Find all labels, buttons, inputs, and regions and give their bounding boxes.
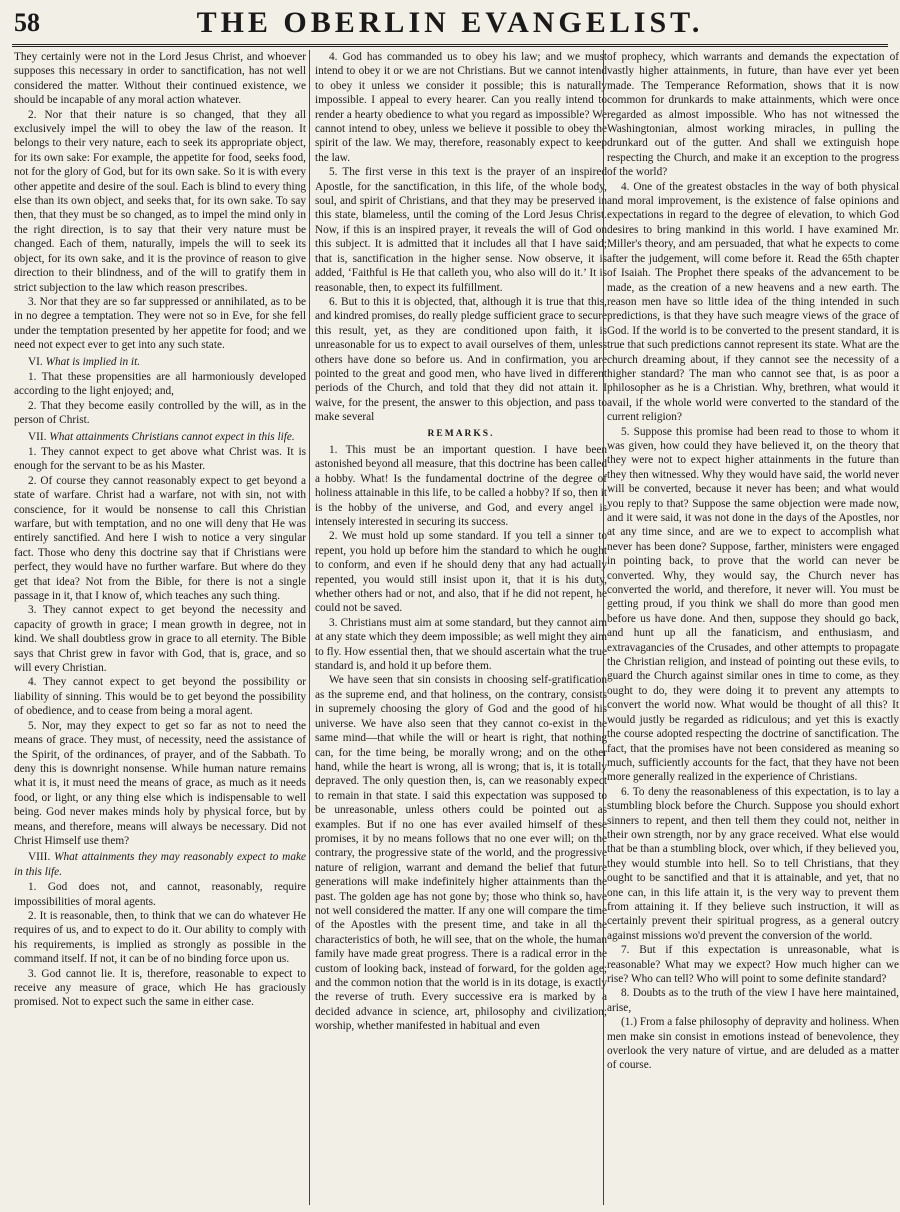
paragraph: 1. They cannot expect to get above what Christ was. It is enough for the servant to be as his Master. <box>14 445 306 473</box>
column-3 <box>607 50 899 1205</box>
paragraph: 4. They cannot expect to get beyond the possibility or liability of sinning. This would be to get beyond the possibility of obedience, and to cease from being a moral agent. <box>14 676 306 718</box>
section-heading <box>14 355 306 369</box>
paragraph: 8. Doubts as to the truth of the view I have here maintained, arise, <box>607 987 899 1014</box>
paragraph: 2. That they become easily controlled by the will, as in the person of Christ. <box>14 399 306 427</box>
column-divider <box>603 50 604 1205</box>
paragraph: of prophecy, which warrants and demands the expectation of vastly higher attainments, in future, than have ever yet been made. The Temperance Reformation, shows that it is now common for drunkards to make attainments, which were once regarded as almost impossible. Who has not witnessed the Washingtonian, almost working miracles, in pulling the drunkard out of the gutter. And shall we extinguish hope respecting the Church, and make it an exception to the progress of the world? <box>607 51 899 179</box>
paragraph: 3. They cannot expect to get beyond the necessity and capacity of growth in grace; I mean growth in degree, not in kind. We shall doubtless grow in grace to all eternity. The Bible says that Christ grew in favor with God, that is, grace, and so will every Christian. <box>14 604 306 675</box>
column-1 <box>14 50 306 1205</box>
paragraph: 3. God cannot lie. It is, therefore, reasonable to expect to receive any measure of grace, which He has graciously promised. Not to expect such the same in either case. <box>14 967 306 1009</box>
paragraph: 3. Christians must aim at some standard, but they cannot aim at any state which they deem impossible; as well might they aim to fly. How essential then, that we should ascertain what the true standard is, and hold it up before them. <box>315 616 607 673</box>
remarks-heading: REMARKS. <box>427 428 495 439</box>
paragraph: 2. Of course they cannot reasonably expect to get beyond a state of warfare. Christ had a warfare, not with sin, not with conscience, for it would be nonsense to call this Christian warfare, but with temptation, and no one will deny that He was entirely sanctified. And here I wish to notice a very singular fact. Those who deny this doctrine say that if Christians were perfect, they would have no further warfare. But where do they get that idea? Not from the Bible, for there is not a single passage in it, that I know of, which teaches any such thing. <box>14 474 306 603</box>
paragraph: 1. That these propensities are all harmoniously developed according to the light enjoyed; and, <box>14 370 306 398</box>
paragraph: 2. Nor that their nature is so changed, that they all exclusively impel the will to obey the law of the reason. It belongs to their very nature, each to seek its appropriate object, for its own sake: For example, the appetite for food, seeks food, not for the glory of God, but for its own sake. So it is with every other appetite and desire of the soul. Each is blind to every thing else than its own object, and seeks that, for its own sake. To say then, that they must be so changed, as to impel the mind only in the right direction, is to say that their very nature must be changed. Each of them, naturally, impels the will to seek its object, for its own sake, and it is the province of reason to give direction to their blindness, and of the will to gratify them in strict subjection to the law which reason prescribes. <box>14 108 306 294</box>
section-title: What attainments they may reasonably expect to make in this life. <box>14 851 306 878</box>
paragraph: 2. We must hold up some standard. If you tell a sinner to repent, you hold up before him the standard to which he ought to conform, and even if he should deny that any had actually repented, you would still insist upon it, that it is his duty, whether others had or not, and also, that if he did not repent, he could not be saved. <box>315 530 607 615</box>
paragraph: 7. But if this expectation is unreasonable, what is reasonable? What may we expect? How much higher can we rise? Who can tell? Who will point to some definite standard? <box>607 944 899 985</box>
paragraph: They certainly were not in the Lord Jesus Christ, and whoever supposes this necessary in order to sanctification, has not well considered the matter. Without their continued existence, we should be incapable of any moral action whatever. <box>14 51 306 107</box>
paragraph: 6. But to this it is objected, that, although it is true that this, and kindred promises, do really pledge sufficient grace to secure this result, yet, as they are conditioned upon faith, it is unreasonable for us to expect to avail ourselves of them, unless others have done so before us. And in confirmation, you are pointed to the great and good men, who have lived in different periods of the Church, and told that they did not attain it. I waive, for the present, the answer to this objection, and pass to make several <box>315 295 607 424</box>
paragraph: 4. God has commanded us to obey his law; and we must intend to obey it or we are not Christians. But we cannot intend to obey it unless we consider it possible; this is naturally impossible. I appeal to every hearer. Can you really intend to render a hearty obedience to what you regard as impossible? We cannot intend to obey, unless we believe it possible to obey the spirit of the law. We may, therefore, reasonably expect to keep the law. <box>315 51 607 164</box>
header-rule <box>12 44 888 47</box>
page-header <box>12 4 888 44</box>
paragraph: 1. This must be an important question. I have been astonished beyond all measure, that this doctrine has been called a hobby. What! Is the fundamental doctrine of the degree of holiness attainable in this life, to be called a hobby? If so, then it is the hobby of the universe, and God, and every angel is intensely interested in securing its success. <box>315 443 607 528</box>
paragraph: 5. The first verse in this text is the prayer of an inspired Apostle, for the sanctification, in this life, of the whole body, soul, and spirit of Christians, and that they may be preserved in this state, blameless, until the coming of the Lord Jesus Christ. Now, if this is an inspired prayer, it reveals the will of God on this subject. It is admitted that it includes all that I have said; that is, sanctification in the higher sense. Now observe, it is added, ‘Faithful is He that calleth you, who also will do it.’ It is reasonable, then, to expect its fulfillment. <box>315 166 607 294</box>
paragraph: 4. One of the greatest obstacles in the way of both physical and moral improvement, is the existence of false opinions and expectations in regard to the degree of elevation, to which God desires to bring mankind in this world. I have examined Mr. Miller's theory, and am persuaded, that what he expects to come after the judgement, will come before it. Read the 65th chapter of Isaiah. The Prophet there speaks of the advancement to be made, as the creation of a new heavens and a new earth. The reason men have so little idea of the thing intended in such predictions, is that they have such meagre views of the grace of God. If the world is to be converted to the present standard, it is true that such predictions cannot represent its state. What are the church dreaming about, if they cannot see the necessity of a higher standard? The man who cannot see that, is as poor a philosopher as he is a Christian. Why, brethren, what would it avail, if the whole world were converted to the standard of the current religion? <box>607 180 899 424</box>
section-number: VII. <box>28 430 47 443</box>
paragraph: (1.) From a false philosophy of depravity and holiness. When men make sin consist in emotions instead of benevolence, they overlook the very nature of virtue, and are deluded as a matter of course. <box>607 1016 899 1072</box>
paragraph: 3. Nor that they are so far suppressed or annihilated, as to be in no degree a temptation. They were not so in Eve, for she fell under the temptation presented by her appetite for food; and we need not expect ever to get into any such state. <box>14 295 306 352</box>
section-number: VI. <box>28 355 43 368</box>
section-title: What attainments Christians cannot expect in this life. <box>49 430 295 443</box>
section-heading <box>14 430 306 444</box>
column-divider <box>309 50 310 1205</box>
masthead-title: THE OBERLIN EVANGELIST. <box>196 6 704 39</box>
paragraph: 5. Nor, may they expect to get so far as not to need the means of grace. They must, of necessity, need the assistance of the Spirit, of the ordinances, of prayer, and of the Sabbath. To deny this is downright nonsense. While human nature remains what it is, it must need the means of grace, as much as it needs food, or light, or any thing else which is indispensable to well being. God never makes minds holy by physical force, but by means, and therefore, means will always be necessary. Did not Christ Himself use them? <box>14 719 306 847</box>
paragraph: 1. God does not, and cannot, reasonably, require impossibilities of moral agents. <box>14 881 306 908</box>
column-2 <box>315 50 607 1205</box>
page-number: 58 <box>14 8 40 37</box>
paragraph: 6. To deny the reasonableness of this expectation, is to lay a stumbling block before the Church. Suppose you should exhort sinners to repent, and then tell them they could not, neither in their own strength, nor by any grace received. What else would that be than a stumbling block, over which, if they believed you, they would stumble into hell. So to tell Christians, that they ought to be sanctified and that it is attainable, and yet, that no one can, in this life attain it, is the very way to prevent them from attaining it. If they believe such instruction, it will as certainly prevent their spiritual progress, as a general outcry against missions wo'd prevent the conversion of the world. <box>607 785 899 942</box>
paragraph: We have seen that sin consists in choosing self-gratification as the supreme end, and that holiness, on the contrary, consists in supremely choosing the glory of God and the good of his universe. We have also seen that they cannot co-exist in the same mind—that while the will or heart is right, that nothing can, for the time being, be morally wrong; and on the other hand, while the heart is wrong, all is wrong; that is, it is totally depraved. The only question then, is, can we reasonably expect to remain in that state. I said this expectation was supposed to be unreasonable, unless others could be pointed out as examples. But if no one has ever availed himself of these promises, it by no means follows that no one ever will; on the contrary, the progressive state of the world, and the progressive nature of religion, warrant and demand the belief that future generations will make indefinitely higher attainments than the past. The golden age has not gone by; those who think so, have not well considered the matter. If any one will compare the time of the Apostles with the present time, and take in all the characteristics of both, he will see, that on the whole, the human family have made great progress. There is a radical error in the custom of looking back, instead of forward, for the golden age; and the common notion that the world is in its dotage, is exactly the reverse of truth. Every successive era is marked by a decided advance in science, art, philosophy and civilization; worship, whether manifested in habitual and even <box>315 674 607 1033</box>
section-heading <box>14 850 306 879</box>
paragraph: 5. Suppose this promise had been read to those to whom it was given, how could they have believed it, on the theory that they were not to expect higher attainments in the future than they then witnessed. Why they would have said, the world never will be converted, because it never has been; and what would you reply to that? Suppose the same objection were made now, and it were said, it was not done in the days of the Apostles, nor at any time since, and are we to expect to accomplish what never has been done? Suppose, farther, ministers were engaged in pointing back, to prove that the world can never be converted. Why, they would say, the Church never has converted the world, and therefore, it never will. You must be getting proud, if you think we shall do more than good men before us have done. And then, suppose they should go back, and hunt up all the fanaticism, and enthusiasm, and extravagancies of the Crusades, and other attempts to propagate the Christian religion, and instead of pointing out these evils, to guard the Church against similar ones in time to come, as they ought to do, they were doing it to prevent any attempts to convert the world now. What would be thought of all this? It would justly be regarded as ridiculous; and yet this is exactly the course adopted respecting the doctrine of sanctification. The fact, that the promises have not been considered as meaning so much, sufficiently accounts for the fact, that they have not been more generally realized in the experience of Christians. <box>607 425 899 784</box>
section-number: VIII. <box>28 851 51 864</box>
section-title: What is implied in it. <box>45 355 141 368</box>
paragraph: 2. It is reasonable, then, to think that we can do whatever He requires of us, and to expect to do it. Our ability to comply with his requirements, is implied as strongly as possible in the command itself. If not, it can be of no binding force upon us. <box>14 909 306 966</box>
